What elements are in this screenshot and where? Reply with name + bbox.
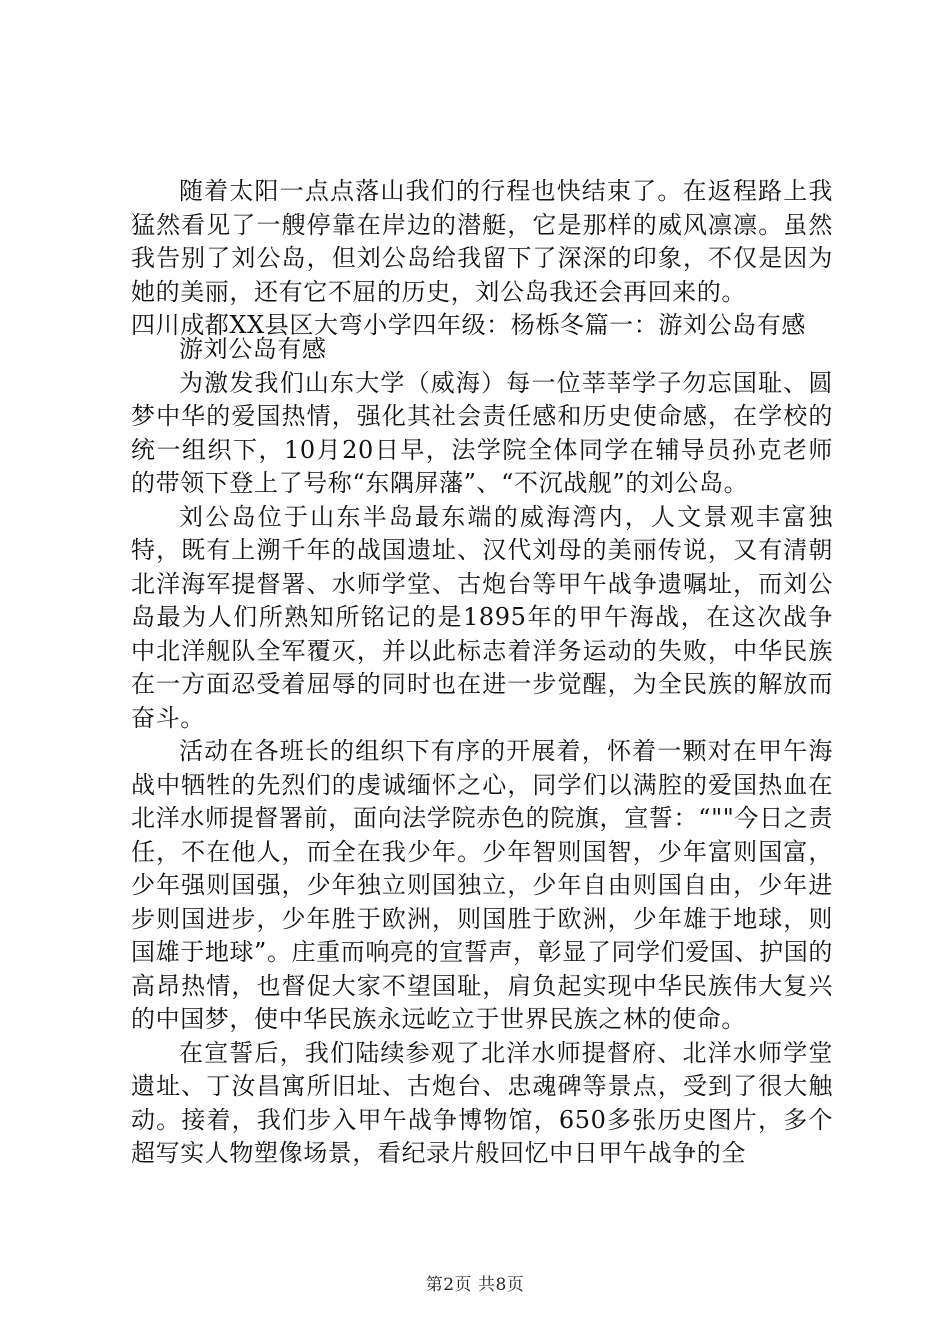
closing-paragraph: 随着太阳一点点落山我们的行程也快结束了。在返程路上我猛然看见了一艘停靠在岸边的潜艇，它是那样的威风凛凛。虽然我告别了刘公岛，但刘公岛给我留下了深深的印象，不仅是因为她的美丽，还有它不屈的历史，刘公岛我还会再回来的。: [131, 177, 833, 306]
paragraph-location: 刘公岛位于山东半岛最东端的威海湾内，人文景观丰富独特，既有上溯千年的战国遗址、汉代刘母的美丽传说，又有清朝北洋海军提督署、水师学堂、古炮台等甲午战争遗嘱址，而刘公岛最为人们所熟知所铭记的是1895年的甲午海战，在这次战争中北洋舰队全军覆灭，并以此标志着洋务运动的失败，中华民族在一方面忍受着屈辱的同时也在进一步觉醒，为全民族的解放而奋斗。: [131, 502, 833, 732]
page-footer: 第2页 共8页: [425, 1275, 525, 1295]
paragraph-visit: 在宣誓后，我们陆续参观了北洋水师提督府、北洋水师学堂遗址、丁汝昌寓所旧址、古炮台、忠魂碑等景点，受到了很大触动。接着，我们步入甲午战争博物馆，650多张历史图片，多个超写实人物塑像场景，看纪录片般回忆中日甲午战争的全: [131, 1038, 833, 1167]
paragraph-oath: 活动在各班长的组织下有序的开展着，怀着一颗对在甲午海战中牺牲的先烈们的虔诚缅怀之心，同学们以满腔的爱国热血在北洋水师提督署前，面向法学院赤色的院旗，宣誓：“""今日之责任，不在他人，而全在我少年。少年智则国智，少年富则国富，少年强则国强，少年独立则国独立，少年自由则国自由，少年进步则国进步，少年胜于欧洲，则国胜于欧洲，少年雄于地球，则国雄于地球”。庄重而响亮的宣誓声，彰显了同学们爱国、护国的高昂热情，也督促大家不望国耻，肩负起实现中华民族伟大复兴的中国梦，使中华民族永远屹立于世界民族之林的使命。: [131, 737, 833, 1033]
article-title: 游刘公岛有感: [179, 335, 327, 363]
author-line: 四川成都XX县区大弯小学四年级：杨栎冬篇一：游刘公岛有感: [131, 311, 806, 339]
blank-line: [131, 275, 833, 333]
main-text-block: [131, 275, 833, 1171]
paragraph-intro: 为激发我们山东大学（威海）每一位莘莘学子勿忘国耻、圆梦中华的爱国热情，强化其社会责任感和历史使命感，在学校的统一组织下，10月20日早，法学院全体同学在辅导员孙克老师的带领下登上了号称“东隅屏藩”、“不沉战舰”的刘公岛。: [131, 368, 833, 497]
